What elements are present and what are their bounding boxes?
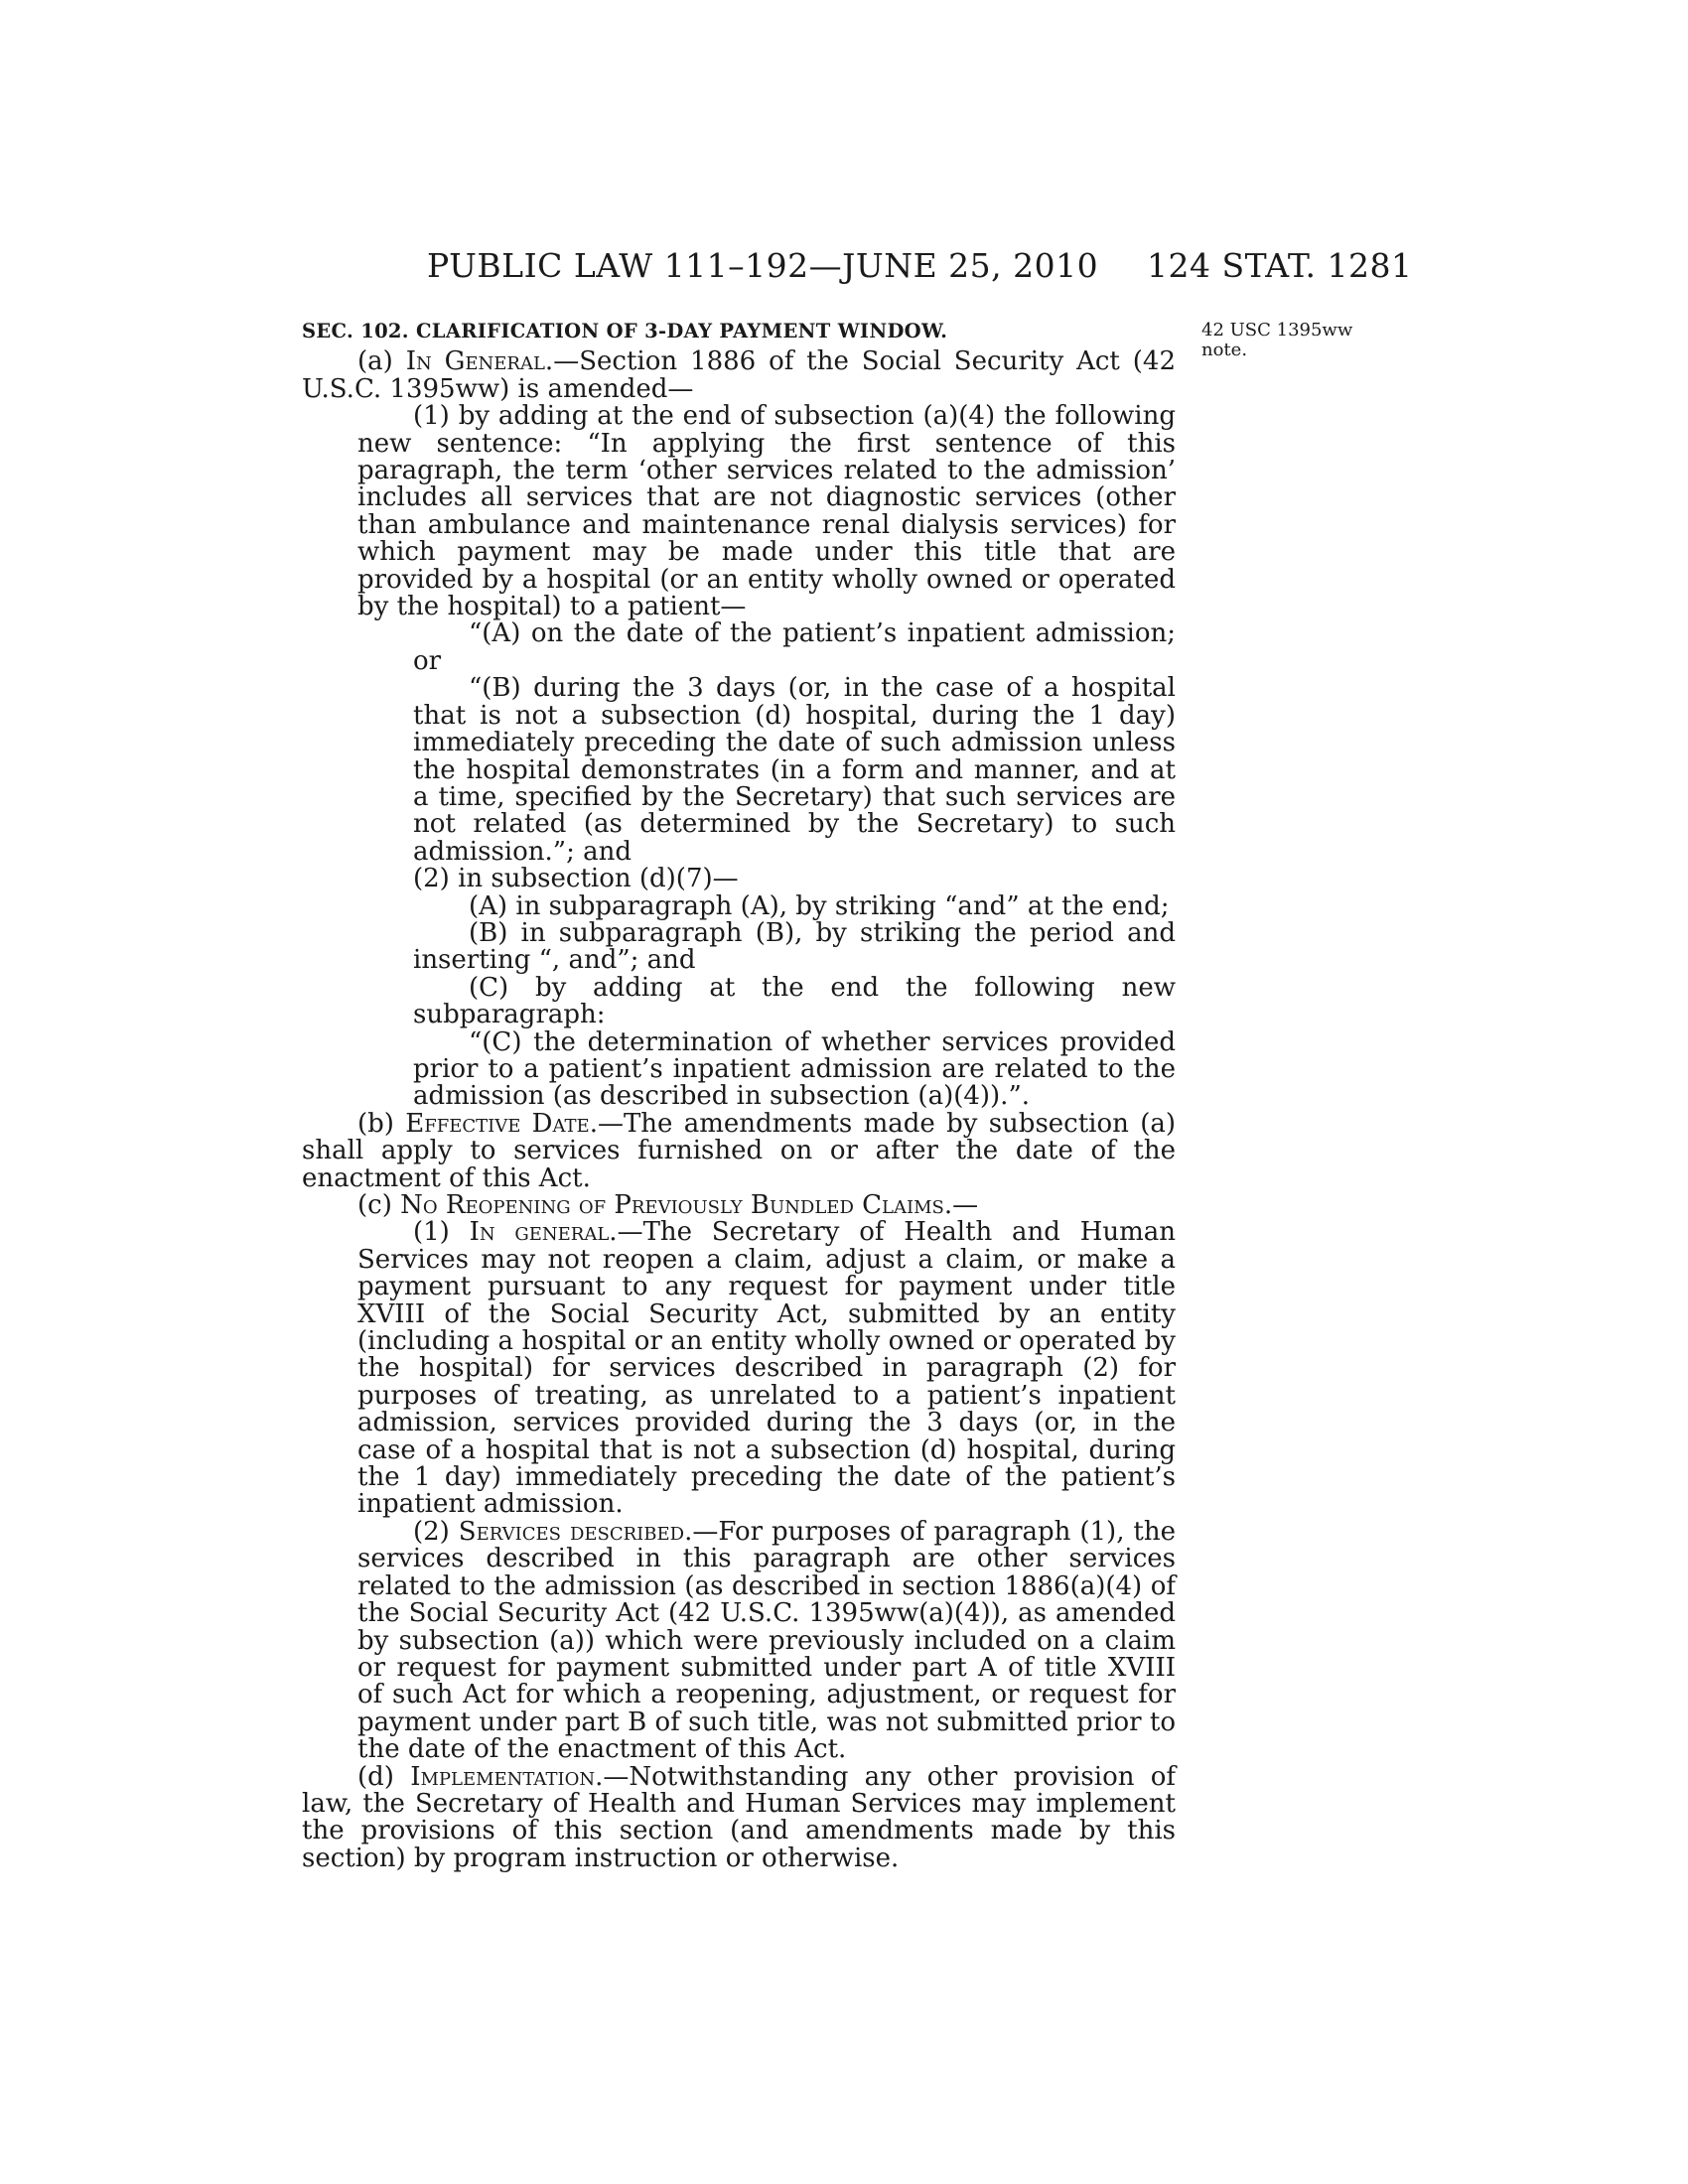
- subparagraph-a2C: (C) by adding at the end the following new subparagraph:: [413, 972, 1176, 1030]
- subsection-a: (a) In General.—Section 1886 of the Social Security Act (42 U.S.C. 1395ww) is amended—: [302, 346, 1177, 404]
- paragraph-c2: (2) Services described.—For purposes of paragraph (1), the services described in this paragraph are other services related to the admission (as described in section 1886(a)(4) of the Social Security Act (42 U.S.C. 1395ww(a)(4)), as amended by subsection (a)) which were previously included on a claim or request for payment submitted under part A of title XVIII of such Act for which a reopening, adjustment, or request for payment under part B of such title, was not submitted prior to the date of the enactment of this Act.: [357, 1516, 1176, 1765]
- subsection-b: (b) Effective Date.—The amendments made by subsection (a) shall apply to services furnished on or after the date of the enactment of this Act.: [302, 1108, 1176, 1193]
- paragraph-c1-caption: In general.: [469, 1217, 618, 1248]
- subsection-b-caption: Effective Date.: [405, 1108, 598, 1139]
- margin-note-citation: 42 USC 1395ww: [1201, 320, 1353, 341]
- subsection-c: (c) No Reopening of Previously Bundled Claims.—: [357, 1190, 979, 1220]
- paragraph-c2-caption: Services described.: [458, 1516, 693, 1547]
- paragraph-a1: (1) by adding at the end of subsection (a)(4) the following new sentence: “In applying the first sentence of this paragraph, the term ‘other services related to the admission’ includes all services that are not diagnostic services (other than ambulance and maintenance renal dialysis services) for which payment may be made under this title that are provided by a hospital (or an entity wholly owned or operated by the hospital) to a patient—: [357, 401, 1176, 622]
- statute-page-number: 124 STAT. 1281: [1147, 246, 1413, 285]
- page-header: [0, 246, 1688, 286]
- subparagraph-a1A: “(A) on the date of the patient’s inpatient admission; or: [413, 618, 1176, 676]
- subsection-d: (d) Implementation.—Notwithstanding any other provision of law, the Secretary of Health and Human Services may implement the provisions of this section (and amendments made by this section) by program instruction or otherwise.: [302, 1761, 1176, 1873]
- quoted-subparagraph-C: “(C) the determination of whether services provided prior to a patient’s inpatient admission are related to the admission (as described in subsection (a)(4)).”.: [413, 1026, 1176, 1112]
- subsection-a-caption: In General.: [405, 346, 554, 377]
- subparagraph-a2B: (B) in subparagraph (B), by striking the period and inserting “, and”; and: [413, 917, 1176, 976]
- subsection-c-caption: No Reopening of Previously Bundled Claims.: [400, 1190, 953, 1220]
- subsection-d-caption: Implementation.: [410, 1761, 604, 1792]
- running-head: PUBLIC LAW 111–192—JUNE 25, 2010: [427, 246, 1099, 285]
- section-heading: SEC. 102. CLARIFICATION OF 3-DAY PAYMENT WINDOW.: [302, 320, 948, 342]
- section-body: [302, 318, 1176, 1872]
- paragraph-a2: (2) in subsection (d)(7)—: [413, 864, 739, 894]
- paragraph-c1: (1) In general.—The Secretary of Health and Human Services may not reopen a claim, adjust a claim, or make a payment pursuant to any request for payment under title XVIII of the Social Security Act, submitted by an entity (including a hospital or an entity wholly owned or operated by the hospital) for services described in paragraph (2) for purposes of treating, as unrelated to a patient’s inpatient admission, services provided during the 3 days (or, in the case of a hospital that is not a subsection (d) hospital, during the 1 day) immediately preceding the date of the patient’s inpatient admission.: [357, 1217, 1177, 1520]
- subparagraph-a2A: (A) in subparagraph (A), by striking “and” at the end;: [469, 890, 1170, 921]
- subparagraph-a1B: “(B) during the 3 days (or, in the case of a hospital that is not a subsection (d) hospital, during the 1 day) immediately preceding the date of such admission unless the hospital demonstrates (in a form and manner, and at a time, specified by the Secretary) that such services are not related (as determined by the Secretary) to such admission.”; and: [413, 673, 1176, 867]
- margin-note-label: note.: [1201, 340, 1248, 360]
- margin-note: [1201, 321, 1400, 360]
